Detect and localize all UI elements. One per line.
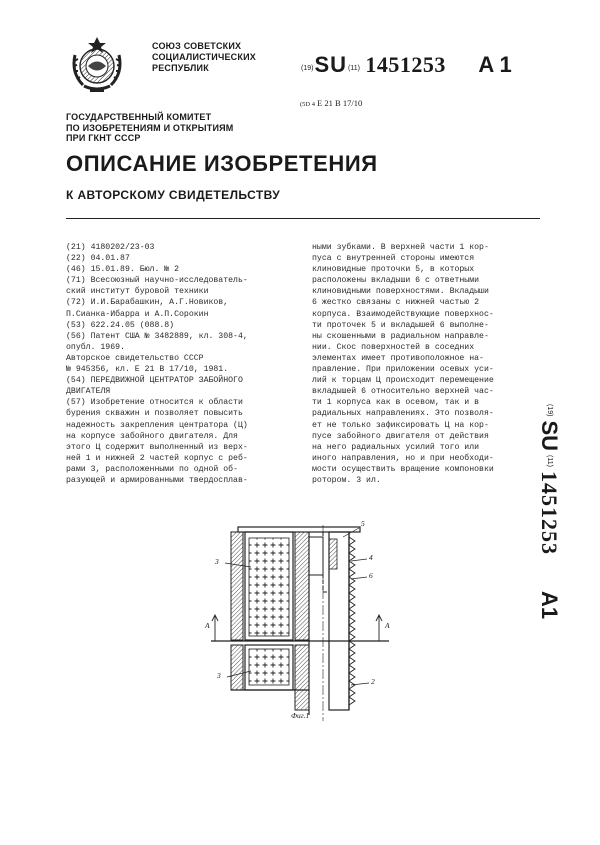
text-line: (22) 04.01.87 — [66, 254, 130, 264]
section-label-left: А — [205, 621, 210, 630]
text-line: корпуса. Взаимодействующие поверхнос- — [312, 309, 494, 319]
text-line: ней 1 и нижней 2 частей корпус с реб- — [66, 453, 248, 463]
document-title: ОПИСАНИЕ ИЗОБРЕТЕНИЯ — [66, 151, 378, 176]
text-line: правление. При приложении осевых уси- — [312, 365, 494, 375]
text-line: иного направления, но и при необходи- — [312, 453, 494, 463]
figure-label-4: 4 — [369, 553, 373, 562]
text-line: клиновидные проточки 5, в которых — [312, 265, 475, 275]
abstract-column — [312, 242, 494, 486]
kind-code: A 1 — [478, 52, 512, 77]
figure-caption: Фиг.1 — [291, 711, 310, 720]
text-line: П.Сианка-Ибарра и А.П.Сорокин — [66, 309, 209, 319]
text-line: ти проточек 5 и вкладышей 6 выполне- — [312, 320, 489, 330]
text-line: бурения скважин и позволяет повысить — [66, 409, 243, 419]
text-line: 6 жестко связаны с нижней частью 2 — [312, 298, 480, 308]
text-line: надежность закрепления центратора (Ц) — [66, 420, 248, 430]
text-line: этого Ц содержит выполненный из верх- — [66, 442, 248, 452]
text-line: пуса с внутренней стороны имеются — [312, 254, 475, 264]
figure-label-3-bottom: 3 — [217, 671, 221, 680]
text-line: на корпусе забойного двигателя. Для — [66, 431, 238, 441]
text-line: (21) 4180202/23-03 — [66, 243, 155, 252]
centralizer-section-drawing — [205, 525, 395, 725]
text-line: (57) Изобретение относится к области — [66, 398, 243, 408]
text-line: элементах имеет противоположное на- — [312, 353, 484, 363]
figure-label-6: 6 — [369, 571, 373, 580]
text-line: разующей и армированными твердосплав- — [66, 475, 248, 485]
text-line: пусе забойного двигателя от действия — [312, 431, 489, 441]
text-line: ДВИГАТЕЛЯ — [66, 387, 111, 397]
side-publication-number: (19) SU (11) 1451253 A1 — [537, 404, 562, 620]
text-line: (54) ПЕРЕДВИЖНОЙ ЦЕНТРАТОР ЗАБОЙНОГО — [66, 376, 243, 386]
figure-label-2: 2 — [371, 677, 375, 686]
text-line: ротором. 3 ил. — [312, 475, 381, 485]
text-line: (56) Патент США № 3482889, кл. 308-4, — [66, 331, 248, 341]
text-line: ский институт буровой техники — [66, 287, 209, 297]
figure-label-5: 5 — [361, 519, 365, 528]
text-line: (46) 15.01.89. Бюл. № 2 — [66, 265, 180, 275]
text-line: вкладышей 6 относительно верхней час- — [312, 387, 494, 397]
text-line: рами 3, расположенными по одной об- — [66, 464, 238, 474]
header-divider — [66, 218, 540, 219]
text-line: ет не только зафиксировать Ц на кор- — [312, 420, 489, 430]
state-emblem — [66, 33, 128, 95]
text-line: № 945356, кл. Е 21 В 17/10, 1981. — [66, 365, 229, 375]
publication-number: (19)SU(11) 1451253 A 1 — [301, 52, 512, 77]
text-line: (71) Всесоюзный научно-исследователь- — [66, 276, 248, 286]
text-line: клиновидными поверхностями. Вкладыши — [312, 287, 489, 297]
text-line: опубл. 1969. — [66, 342, 125, 352]
text-line: расположены вкладыши 6 с ответными — [312, 276, 480, 286]
figure-label-3-top: 3 — [215, 557, 219, 566]
text-line: на него радиальных усилий того или — [312, 442, 480, 452]
section-label-right: А — [385, 621, 390, 630]
country-code: SU — [314, 52, 348, 77]
text-line: ти 1 корпуса как в осевом, так и в — [312, 398, 480, 408]
document-subtitle: К АВТОРСКОМУ СВИДЕТЕЛЬСТВУ — [66, 188, 281, 202]
text-line: ны скошенными в радиальном направле- — [312, 331, 489, 341]
figure-1-drawing — [205, 519, 395, 725]
text-line: лий к торцам Ц происходит перемещение — [312, 376, 494, 386]
text-line: (72) И.И.Барабашкин, А.Г.Новиков, — [66, 298, 229, 308]
committee-name: ГОСУДАРСТВЕННЫЙ КОМИТЕТ ПО ИЗОБРЕТЕНИЯМ И ОТКРЫТИЯМ ПРИ ГКНТ СССР — [66, 112, 234, 143]
text-line: мости осуществить вращение компоновки — [312, 464, 494, 474]
country-name: СОЮЗ СОВЕТСКИХ СОЦИАЛИСТИЧЕСКИХ РЕСПУБЛИК — [152, 41, 256, 73]
ipc-classification: (5D 4 Е 21 В 17/10 — [300, 98, 363, 108]
text-line: радиальных направлениях. Это позволя- — [312, 409, 494, 419]
text-line: нии. Скос поверхностей в соседних — [312, 342, 475, 352]
text-line: ными зубками. В верхней части 1 кор- — [312, 243, 489, 252]
bibliographic-column — [66, 242, 248, 486]
text-line: (53) 622.24.05 (088.8) — [66, 320, 175, 330]
patent-number: 1451253 — [365, 52, 446, 77]
text-line: Авторское свидетельство СССР — [66, 353, 204, 363]
